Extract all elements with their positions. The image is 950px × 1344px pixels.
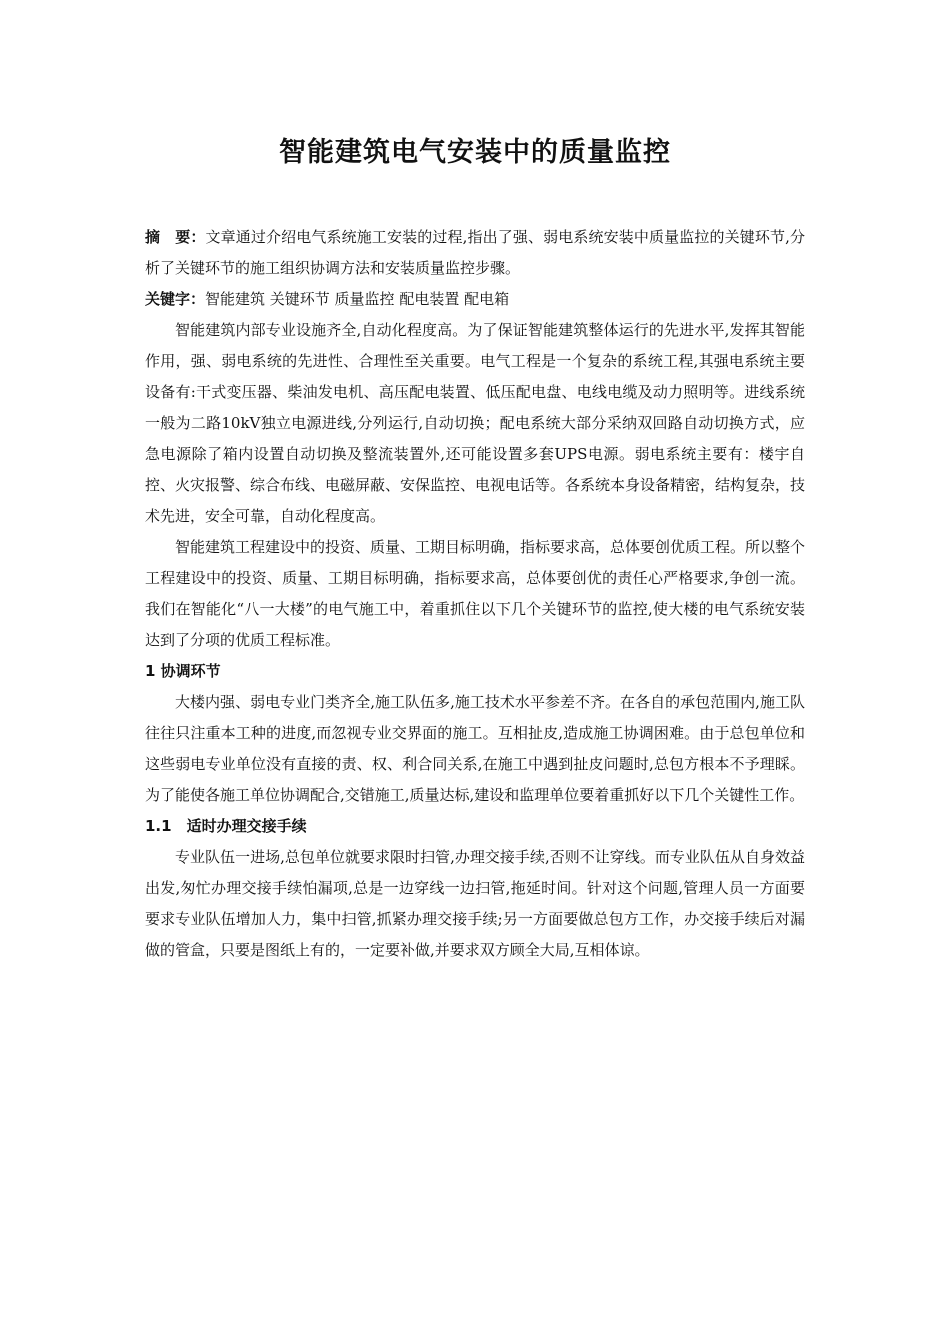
section-heading-1-1: 1.1 适时办理交接手续 — [145, 817, 307, 835]
body-paragraph-3: 大楼内强、弱电专业门类齐全,施工队伍多,施工技术水平参差不齐。在各自的承包范围内,施工队往往只注重本工种的进度,而忽视专业交界面的施工。互相扯皮,造成施工协调困难。由于总包单位和这些弱电专业单位没有直接的责、权、利合同关系,在施工中遇到扯皮问题时,总包方根本不予理睬。为了能使各施工单位协调配合,交错施工,质量达标,建设和监理单位要着重抓好以下几个关键性工作。 — [145, 693, 805, 804]
body-paragraph-2: 智能建筑工程建设中的投资、质量、工期目标明确，指标要求高，总体要创优质工程。所以整个工程建设中的投资、质量、工期目标明确，指标要求高，总体要创优的责任心严格要求,争创一流。我们在智能化“八一大楼”的电气施工中，着重抓住以下几个关键环节的监控,使大楼的电气系统安装达到了分项的优质工程标准。 — [145, 538, 806, 649]
keywords-label: 关键字： — [145, 290, 206, 308]
document-title: 智能建筑电气安装中的质量监控 — [279, 137, 671, 168]
section-heading-1: 1 协调环节 — [145, 662, 221, 680]
abstract — [145, 222, 805, 284]
keywords — [145, 284, 805, 315]
document-body — [145, 222, 805, 966]
abstract-text: 文章通过介绍电气系统施工安装的过程,指出了强、弱电系统安装中质量监拉的关键环节,分析了关键环节的施工组织协调方法和安装质量监控步骤。 — [145, 228, 805, 277]
keywords-text: 智能建筑 关键环节 质量监控 配电装置 配电箱 — [205, 290, 510, 308]
abstract-label: 摘 要： — [145, 228, 206, 246]
body-paragraph-4: 专业队伍一进场,总包单位就要求限时扫管,办理交接手续,否则不让穿线。而专业队伍从自身效益出发,匆忙办理交接手续怕漏项,总是一边穿线一边扫管,拖延时间。针对这个问题,管理人员一方面要要求专业队伍增加人力，集中扫管,抓紧办理交接手续;另一方面要做总包方工作，办交接手续后对漏做的管盒，只要是图纸上有的，一定要补做,并要求双方顾全大局,互相体谅。 — [145, 848, 805, 959]
body-paragraph-1: 智能建筑内部专业设施齐全,自动化程度高。为了保证智能建筑整体运行的先进水平,发挥其智能作用，强、弱电系统的先进性、合理性至关重要。电气工程是一个复杂的系统工程,其强电系统主要设备有:干式变压器、柴油发电机、高压配电装置、低压配电盘、电线电缆及动力照明等。进线系统一般为二路10kV独立电源进线,分列运行,自动切换；配电系统大部分采纳双回路自动切换方式，应急电源除了箱内设置自动切换及整流装置外,还可能设置多套UPS电源。弱电系统主要有：楼宇自控、火灾报警、综合布线、电磁屏蔽、安保监控、电视电话等。各系统本身设备精密，结构复杂，技术先进，安全可靠，自动化程度高。 — [145, 321, 806, 525]
